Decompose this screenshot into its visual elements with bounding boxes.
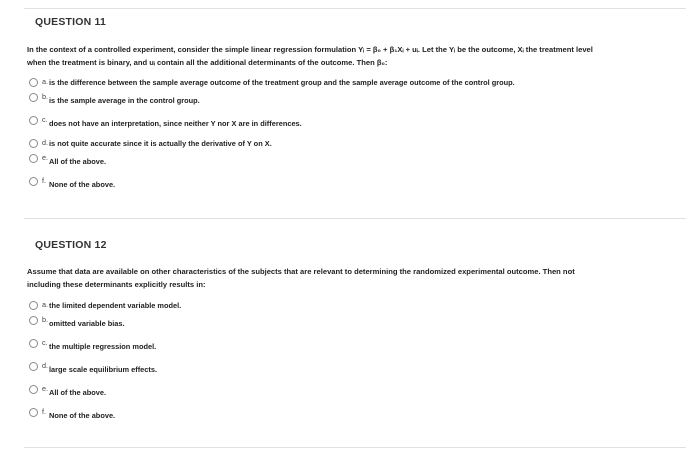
option-text: the multiple regression model. — [49, 342, 157, 351]
q12-question-line-2: including these determinants explicitly results in: — [27, 280, 206, 289]
radio-button[interactable] — [29, 339, 38, 348]
q12-question-line-1: Assume that data are available on other characteristics of the subjects that are relevant to determining the randomized experimental outcome. Then not — [27, 267, 575, 276]
radio-button[interactable] — [29, 93, 38, 102]
q11-question-line-1: In the context of a controlled experiment, consider the simple linear regression formulation Yᵢ = β₀ + β₁Xᵢ + uᵢ. Let the Yᵢ be the outcome, Xᵢ the treatment level — [27, 45, 593, 54]
radio-button[interactable] — [29, 154, 38, 163]
option-text: large scale equilibrium effects. — [49, 365, 158, 374]
option-letter: b. — [42, 315, 48, 324]
option-letter: d. — [42, 138, 48, 147]
q11-question-line-2: when the treatment is binary, and uᵢ contain all the additional determinants of the outcome. Then β₀: — [27, 58, 388, 67]
radio-button[interactable] — [29, 139, 38, 148]
option-letter: e. — [42, 153, 48, 162]
q11-bottom-divider — [24, 218, 686, 219]
option-letter: e. — [42, 384, 48, 393]
option-text: None of the above. — [49, 411, 116, 420]
q11-question-text — [27, 43, 682, 69]
q12-question-text — [27, 265, 682, 291]
option-letter: a. — [42, 77, 48, 86]
option-text: is not quite accurate since it is actually the derivative of Y on X. — [49, 139, 272, 148]
option-text: All of the above. — [49, 388, 107, 397]
radio-button[interactable] — [29, 116, 38, 125]
q12-title: QUESTION 12 — [35, 239, 107, 251]
option-letter: d. — [42, 361, 48, 370]
radio-button[interactable] — [29, 408, 38, 417]
option-letter: c. — [42, 338, 48, 347]
option-text: does not have an interpretation, since neither Y nor X are in differences. — [49, 119, 302, 128]
radio-button[interactable] — [29, 362, 38, 371]
option-text: None of the above. — [49, 180, 116, 189]
q11-title: QUESTION 11 — [35, 16, 107, 28]
option-text: All of the above. — [49, 157, 107, 166]
option-letter: f. — [42, 176, 46, 185]
option-letter: f. — [42, 407, 46, 416]
radio-button[interactable] — [29, 78, 38, 87]
option-text: omitted variable bias. — [49, 319, 125, 328]
q12-bottom-divider — [24, 447, 686, 448]
option-text: is the difference between the sample average outcome of the treatment group and the sample average outcome of the control group. — [49, 78, 515, 87]
radio-button[interactable] — [29, 385, 38, 394]
radio-button[interactable] — [29, 316, 38, 325]
option-text: is the sample average in the control group. — [49, 96, 200, 105]
option-letter: a. — [42, 300, 48, 309]
q11-top-divider — [24, 8, 686, 9]
option-text: the limited dependent variable model. — [49, 301, 182, 310]
option-letter: c. — [42, 115, 48, 124]
option-letter: b. — [42, 92, 48, 101]
radio-button[interactable] — [29, 301, 38, 310]
radio-button[interactable] — [29, 177, 38, 186]
